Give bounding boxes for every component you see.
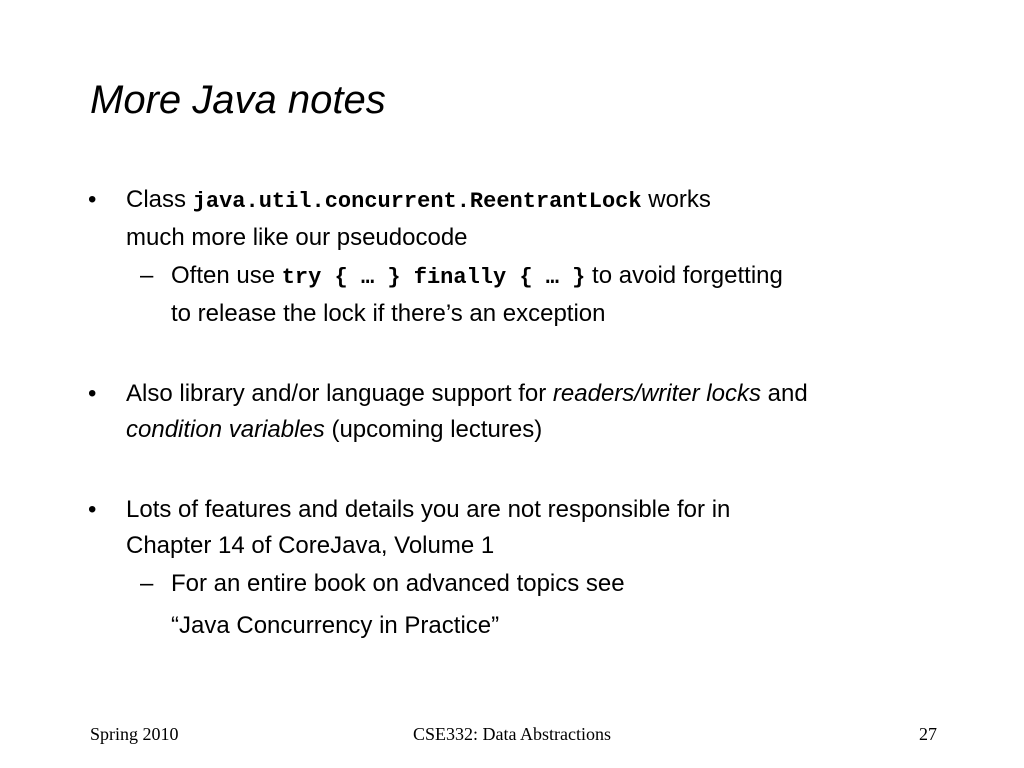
bullet-text [126,492,946,564]
sub-bullet-marker: – [140,570,154,597]
bullet-marker: • [88,186,97,213]
footer-course: CSE332: Data Abstractions [413,724,611,744]
sub-bullet-line [171,258,941,296]
footer-page-number: 27 [919,724,937,744]
bullet-line: Chapter 14 of CoreJava, Volume 1 [126,532,495,559]
text-run: Class [126,186,193,213]
emphasis-run: readers/writer locks [552,380,761,407]
text-run: and [760,380,808,407]
sub-bullet-line: “Java Concurrency in Practice” [171,612,500,639]
code-run: java.util.concurrent.ReentrantLock [192,189,642,214]
bullet-line: Lots of features and details you are not responsible for in [126,496,731,523]
text-run: Also library and/or language support for [126,380,553,407]
footer-date: Spring 2010 [90,724,179,744]
sub-bullet-line: to release the lock if there’s an exception [171,300,606,327]
bullet-marker: • [88,496,97,523]
bullet-line [126,412,946,448]
code-run: try { … } finally { … } [281,265,586,290]
text-run: to avoid forgetting [585,262,783,289]
slide-title: More Java notes [90,78,386,122]
bullet-marker: • [88,380,97,407]
text-run: Often use [171,262,282,289]
text-run: (upcoming lectures) [324,416,543,443]
bullet-line [126,376,946,412]
sub-bullet-line: For an entire book on advanced topics see [171,570,625,597]
bullet-text [126,376,946,448]
sub-bullet-text [171,566,941,644]
bullet-line: much more like our pseudocode [126,224,468,251]
sub-bullet-text [171,258,941,332]
text-run: works [641,186,711,213]
bullet-text [126,182,946,256]
sub-bullet-marker: – [140,262,154,289]
emphasis-run: condition variables [126,416,325,443]
bullet-line [126,182,946,220]
